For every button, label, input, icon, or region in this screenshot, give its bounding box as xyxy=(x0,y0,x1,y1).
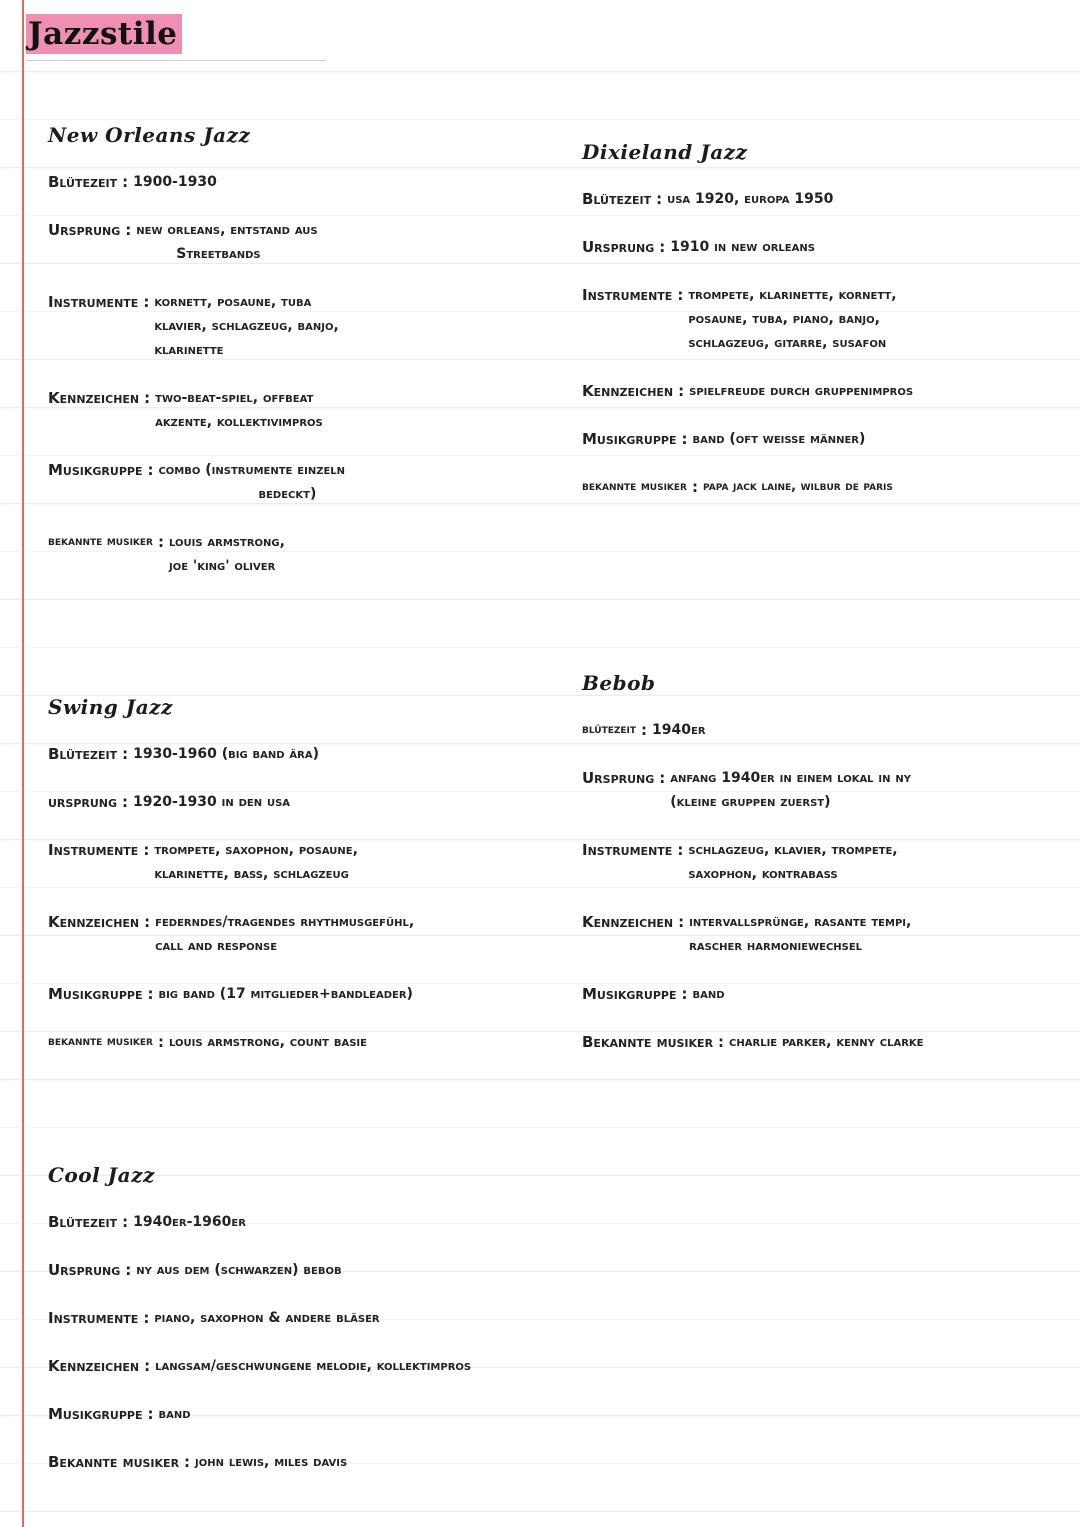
field-value: rascher harmoniewechsel xyxy=(689,938,863,954)
field-value: band xyxy=(158,1406,191,1422)
page-title: Jazzstile xyxy=(26,14,182,54)
field-value: kornett, posaune, tuba xyxy=(154,294,312,310)
field-kennzeichen: Kennzeichen : langsam/geschwungene melodie, kollektimpros xyxy=(48,1354,608,1378)
field-bekannte-musiker: Bekannte musiker : john lewis, miles davis xyxy=(48,1450,608,1474)
field-value: 1940er xyxy=(652,722,706,738)
field-label: Musikgruppe xyxy=(48,1405,143,1423)
field-value: trompete, klarinette, kornett, xyxy=(688,287,897,303)
section-cool-jazz xyxy=(48,1162,608,1498)
field-label: Ursprung xyxy=(582,238,655,256)
section-heading: Cool Jazz xyxy=(48,1163,155,1187)
field-kennzeichen: Kennzeichen : intervallsprünge, rasante tempi, rascher harmoniewechsel xyxy=(582,910,1062,958)
field-value: john lewis, miles davis xyxy=(195,1454,348,1470)
field-value: bedeckt) xyxy=(258,486,317,502)
field-value: schlagzeug, gitarre, susafon xyxy=(688,335,887,351)
page-title-wrap xyxy=(26,14,182,54)
field-value: two-beat-spiel, offbeat xyxy=(155,390,314,406)
field-label: Ursprung xyxy=(48,1261,121,1279)
field-value: ny aus dem (schwarzen) bebob xyxy=(136,1262,342,1278)
field-label: bekannte musiker xyxy=(582,479,687,494)
field-label: Instrumente xyxy=(48,841,139,859)
field-value: 1930-1960 (big band ära) xyxy=(133,746,320,762)
field-bluetezeit: Blütezeit : 1940er-1960er xyxy=(48,1210,608,1234)
field-instrumente: Instrumente : kornett, posaune, tuba klavier, schlagzeug, banjo, klarinette xyxy=(48,290,528,362)
section-heading: Swing Jazz xyxy=(48,695,173,719)
field-value: band (oft weisse männer) xyxy=(692,431,866,447)
field-musikgruppe: Musikgruppe : band xyxy=(48,1402,608,1426)
notebook-margin-line xyxy=(22,0,24,1527)
field-value: klavier, schlagzeug, banjo, xyxy=(154,318,339,334)
field-value: papa jack laine, wilbur de paris xyxy=(702,479,893,494)
field-bluetezeit: blütezeit : 1940er xyxy=(582,718,1062,742)
field-label: Bekannte musiker xyxy=(582,1033,714,1051)
field-musikgruppe: Musikgruppe : big band (17 mitglieder+bandleader) xyxy=(48,982,548,1006)
field-label: Musikgruppe xyxy=(48,461,143,479)
field-bluetezeit: Blütezeit : 1900-1930 xyxy=(48,170,528,194)
field-label: Musikgruppe xyxy=(48,985,143,1003)
field-value: combo (instrumente einzeln xyxy=(158,462,346,478)
field-bluetezeit: Blütezeit : usa 1920, europa 1950 xyxy=(582,187,1062,211)
field-value: charlie parker, kenny clarke xyxy=(729,1034,924,1050)
field-label: Kennzeichen xyxy=(582,913,674,931)
field-value: intervallsprünge, rasante tempi, xyxy=(689,914,912,930)
field-label: Instrumente xyxy=(48,293,139,311)
field-label: Instrumente xyxy=(48,1309,139,1327)
field-label: Blütezeit xyxy=(48,745,118,763)
field-value: new orleans, entstand aus xyxy=(136,222,318,238)
field-label: ursprung xyxy=(48,793,118,811)
field-kennzeichen: Kennzeichen : spielfreude durch gruppenimpros xyxy=(582,379,1062,403)
field-label: Musikgruppe xyxy=(582,985,677,1003)
section-heading: New Orleans Jazz xyxy=(48,123,251,147)
field-value: saxophon, kontrabass xyxy=(688,866,838,882)
field-value: anfang 1940er in einem lokal in ny xyxy=(670,770,911,786)
field-kennzeichen: Kennzeichen : federndes/tragendes rhythmusgefühl, call and response xyxy=(48,910,548,958)
field-instrumente: Instrumente : piano, saxophon & andere bläser xyxy=(48,1306,608,1330)
field-value: 1920-1930 in den usa xyxy=(133,794,291,810)
field-instrumente: Instrumente : trompete, saxophon, posaune, klarinette, bass, schlagzeug xyxy=(48,838,548,886)
field-label: bekannte musiker xyxy=(48,534,153,549)
field-ursprung: Ursprung : anfang 1940er in einem lokal in ny (kleine gruppen zuerst) xyxy=(582,766,1062,814)
title-underline xyxy=(26,60,326,61)
field-value: klarinette xyxy=(154,342,224,358)
field-label: Kennzeichen xyxy=(48,913,140,931)
field-label: Ursprung xyxy=(48,221,121,239)
field-instrumente: Instrumente : schlagzeug, klavier, trompete, saxophon, kontrabass xyxy=(582,838,1062,886)
field-value: 1910 in new orleans xyxy=(670,239,815,255)
field-value: klarinette, bass, schlagzeug xyxy=(154,866,349,882)
field-label: Blütezeit xyxy=(48,1213,118,1231)
field-ursprung: ursprung : 1920-1930 in den usa xyxy=(48,790,548,814)
field-value: akzente, kollektivimpros xyxy=(155,414,323,430)
field-value: joe 'king' oliver xyxy=(168,558,276,574)
section-new-orleans-jazz xyxy=(48,122,528,602)
section-dixieland-jazz xyxy=(582,139,1062,523)
field-bekannte-musiker: Bekannte musiker : charlie parker, kenny clarke xyxy=(582,1030,1062,1054)
field-label: Kennzeichen xyxy=(582,382,674,400)
field-value: (kleine gruppen zuerst) xyxy=(670,794,831,810)
field-label: Ursprung xyxy=(582,769,655,787)
section-heading: Bebob xyxy=(582,671,656,695)
field-label: blütezeit xyxy=(582,722,637,737)
field-value: federndes/tragendes rhythmusgefühl, xyxy=(155,914,415,930)
field-bekannte-musiker: bekannte musiker : louis armstrong, joe 'king' oliver xyxy=(48,530,528,578)
field-label: Kennzeichen xyxy=(48,1357,140,1375)
field-label: Blütezeit xyxy=(48,173,118,191)
field-value: louis armstrong, xyxy=(168,534,285,550)
field-instrumente: Instrumente : trompete, klarinette, kornett, posaune, tuba, piano, banjo, schlagzeug, gitarre, susafon xyxy=(582,283,1062,355)
section-bebob xyxy=(582,670,1062,1078)
field-value: usa 1920, europa 1950 xyxy=(667,191,834,207)
field-value: louis armstrong, count basie xyxy=(168,1034,367,1050)
field-ursprung: Ursprung : new orleans, entstand aus Streetbands xyxy=(48,218,528,266)
field-value: langsam/geschwungene melodie, kollektimpros xyxy=(155,1358,472,1374)
field-label: Instrumente xyxy=(582,841,673,859)
field-bekannte-musiker: bekannte musiker : louis armstrong, count basie xyxy=(48,1030,548,1054)
field-kennzeichen: Kennzeichen : two-beat-spiel, offbeat akzente, kollektivimpros xyxy=(48,386,528,434)
section-swing-jazz xyxy=(48,694,548,1078)
field-value: trompete, saxophon, posaune, xyxy=(154,842,358,858)
field-value: 1940er-1960er xyxy=(133,1214,246,1230)
field-label: Bekannte musiker xyxy=(48,1453,180,1471)
field-bluetezeit: Blütezeit : 1930-1960 (big band ära) xyxy=(48,742,548,766)
field-bekannte-musiker: bekannte musiker : papa jack laine, wilbur de paris xyxy=(582,475,1062,499)
field-value: schlagzeug, klavier, trompete, xyxy=(688,842,898,858)
field-value: posaune, tuba, piano, banjo, xyxy=(688,311,880,327)
field-label: bekannte musiker xyxy=(48,1034,153,1049)
field-label: Musikgruppe xyxy=(582,430,677,448)
field-value: Streetbands xyxy=(176,246,261,262)
field-ursprung: Ursprung : 1910 in new orleans xyxy=(582,235,1062,259)
field-value: band xyxy=(692,986,725,1002)
field-value: call and response xyxy=(155,938,278,954)
section-heading: Dixieland Jazz xyxy=(582,140,748,164)
field-value: big band (17 mitglieder+bandleader) xyxy=(158,986,413,1002)
field-value: 1900-1930 xyxy=(133,174,217,190)
field-label: Blütezeit xyxy=(582,190,652,208)
field-value: piano, saxophon & andere bläser xyxy=(154,1310,380,1326)
field-label: Kennzeichen xyxy=(48,389,140,407)
field-musikgruppe: Musikgruppe : combo (instrumente einzeln bedeckt) xyxy=(48,458,528,506)
field-label: Instrumente xyxy=(582,286,673,304)
field-musikgruppe: Musikgruppe : band (oft weisse männer) xyxy=(582,427,1062,451)
field-value: spielfreude durch gruppenimpros xyxy=(689,383,914,399)
field-musikgruppe: Musikgruppe : band xyxy=(582,982,1062,1006)
field-ursprung: Ursprung : ny aus dem (schwarzen) bebob xyxy=(48,1258,608,1282)
